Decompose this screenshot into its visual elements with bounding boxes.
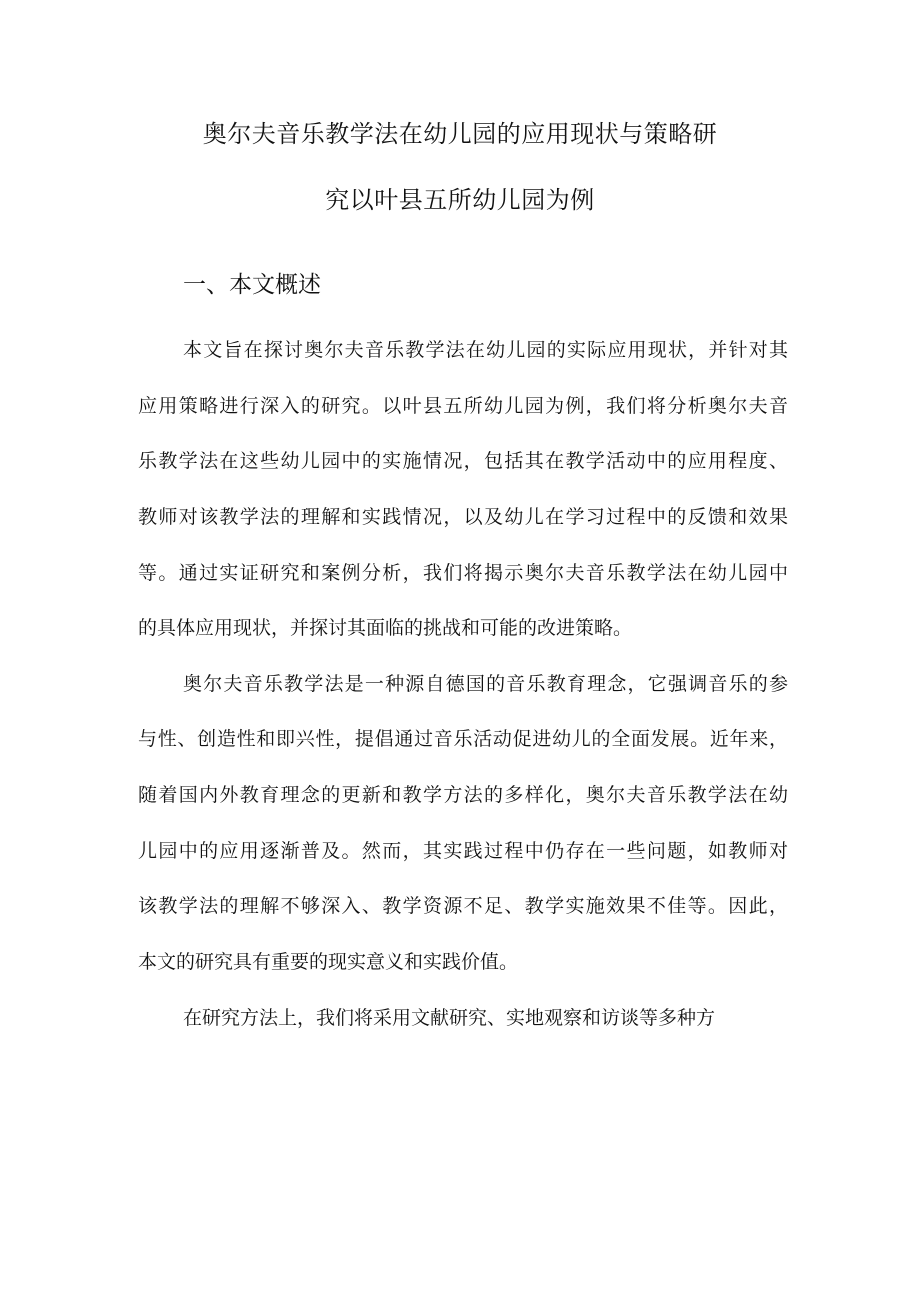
paragraph-2-line-1: 奥尔夫音乐教学法是一种源自德国的音乐教育理念，它强调音乐的参 bbox=[183, 673, 788, 695]
paragraph-1-line-3: 乐教学法在这些幼儿园中的实施情况，包括其在教学活动中的应用程度、 bbox=[138, 450, 788, 472]
paragraph-2-line-6: 本文的研究具有重要的现实意义和实践价值。 bbox=[138, 951, 519, 973]
paragraph-2-line-5: 该教学法的理解不够深入、教学资源不足、教学实施效果不佳等。因此， bbox=[138, 895, 788, 917]
paragraph-3-line-1: 在研究方法上，我们将采用文献研究、实地观察和访谈等多种方 bbox=[183, 1007, 716, 1029]
paragraph-2-line-3: 随着国内外教育理念的更新和教学方法的多样化，奥尔夫音乐教学法在幼 bbox=[138, 784, 788, 806]
paragraph-1-line-6: 的具体应用现状，并探讨其面临的挑战和可能的改进策略。 bbox=[138, 617, 633, 639]
document-title-line-1: 奥尔夫音乐教学法在幼儿园的应用现状与策略研 bbox=[202, 120, 718, 148]
document-title-line-2: 究以叶县五所幼儿园为例 bbox=[325, 186, 595, 214]
paragraph-1-line-4: 教师对该教学法的理解和实践情况，以及幼儿在学习过程中的反馈和效果 bbox=[138, 506, 788, 528]
paragraph-1-line-1: 本文旨在探讨奥尔夫音乐教学法在幼儿园的实际应用现状，并针对其 bbox=[183, 339, 788, 361]
paragraph-1-line-2: 应用策略进行深入的研究。以叶县五所幼儿园为例，我们将分析奥尔夫音 bbox=[138, 395, 788, 417]
paragraph-1-line-5: 等。通过实证研究和案例分析，我们将揭示奥尔夫音乐教学法在幼儿园中 bbox=[138, 562, 788, 584]
paragraph-2-line-4: 儿园中的应用逐渐普及。然而，其实践过程中仍存在一些问题，如教师对 bbox=[138, 840, 788, 862]
paragraph-2-line-2: 与性、创造性和即兴性，提倡通过音乐活动促进幼儿的全面发展。近年来， bbox=[138, 728, 788, 750]
section-heading: 一、本文概述 bbox=[183, 272, 321, 298]
